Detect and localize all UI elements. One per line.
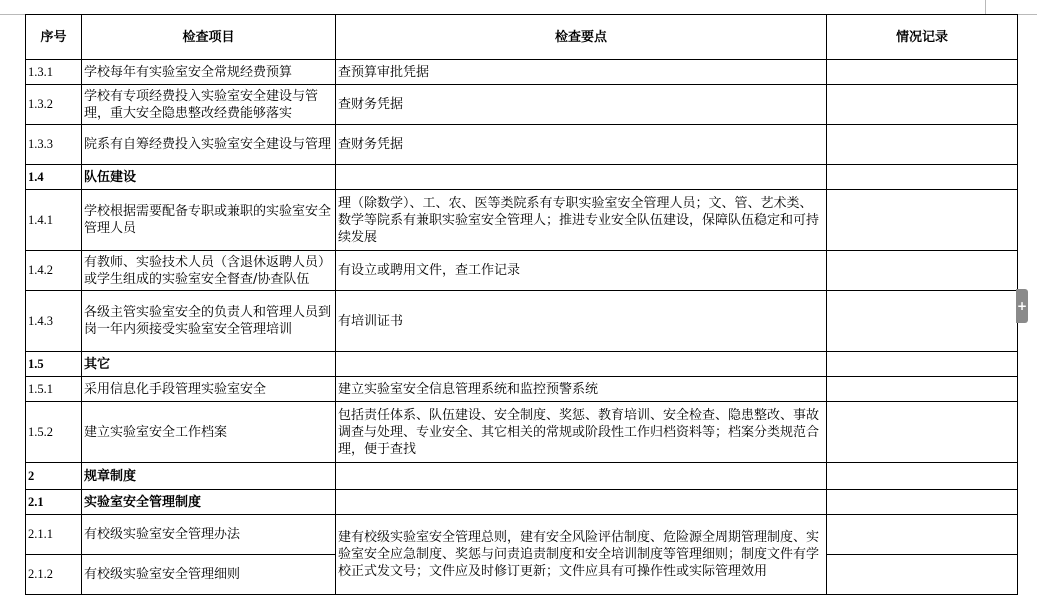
row-points: 查预算审批凭据: [336, 60, 827, 85]
table-row: [26, 402, 1018, 463]
section-points-empty: [336, 490, 827, 515]
section-record-empty: [827, 165, 1018, 190]
row-item: 学校根据需要配备专职或兼职的实验室安全管理人员: [82, 190, 336, 251]
row-item: 采用信息化手段管理实验室安全: [82, 377, 336, 402]
table-row: [26, 85, 1018, 125]
row-number: 1.5.2: [26, 402, 82, 463]
header-points: 检查要点: [336, 15, 827, 60]
section-record-empty: [827, 463, 1018, 490]
row-points: 理（除数学）、工、农、医等类院系有专职实验室安全管理人员；文、管、艺术类、数学等院系有兼职实验室安全管理人；推进专业安全队伍建设，保障队伍稳定和可持续发展: [336, 190, 827, 251]
table-row: [26, 190, 1018, 251]
row-record[interactable]: [827, 377, 1018, 402]
row-number: 1.3.1: [26, 60, 82, 85]
section-title: 实验室安全管理制度: [82, 490, 336, 515]
row-points: 有培训证书: [336, 291, 827, 352]
table-row: [26, 251, 1018, 291]
row-item: 学校每年有实验室安全常规经费预算: [82, 60, 336, 85]
row-number: 1.3.3: [26, 125, 82, 165]
row-item: 建立实验室安全工作档案: [82, 402, 336, 463]
row-item: 院系有自筹经费投入实验室安全建设与管理: [82, 125, 336, 165]
section-record-empty: [827, 490, 1018, 515]
row-item: 有教师、实验技术人员（含退休返聘人员）或学生组成的实验室安全督查/协查队伍: [82, 251, 336, 291]
row-record[interactable]: [827, 291, 1018, 352]
section-row: [26, 165, 1018, 190]
row-record[interactable]: [827, 85, 1018, 125]
row-points: 包括责任体系、队伍建设、安全制度、奖惩、教育培训、安全检查、隐患整改、事故调查与处理、专业安全、其它相关的常规或阶段性工作归档资料等；档案分类规范合理，便于查找: [336, 402, 827, 463]
header-record: 情况记录: [827, 15, 1018, 60]
table-row: [26, 291, 1018, 352]
section-number: 1.4: [26, 165, 82, 190]
row-record[interactable]: [827, 555, 1018, 595]
section-number: 2: [26, 463, 82, 490]
row-points-merged: 建有校级实验室安全管理总则，建有安全风险评估制度、危险源全周期管理制度、实验室安全应急制度、奖惩与问责追责制度和安全培训制度等管理细则；制度文件有学校正式发文号；文件应及时修订更新；文件应具有可操作性或实际管理效用: [336, 515, 827, 595]
section-points-empty: [336, 352, 827, 377]
inspection-table: [25, 14, 1018, 595]
header-row: [26, 15, 1018, 60]
row-record[interactable]: [827, 60, 1018, 85]
row-number: 1.5.1: [26, 377, 82, 402]
row-number: 1.4.2: [26, 251, 82, 291]
crop-mark-right-vertical: [985, 0, 986, 14]
crop-mark-top-right: [1017, 14, 1037, 15]
table-row: [26, 60, 1018, 85]
section-title: 其它: [82, 352, 336, 377]
section-title: 规章制度: [82, 463, 336, 490]
row-number: 1.4.3: [26, 291, 82, 352]
table-row: [26, 515, 1018, 555]
section-row: [26, 490, 1018, 515]
row-number: 2.1.1: [26, 515, 82, 555]
section-number: 2.1: [26, 490, 82, 515]
header-item: 检查项目: [82, 15, 336, 60]
section-points-empty: [336, 463, 827, 490]
section-number: 1.5: [26, 352, 82, 377]
row-number: 1.4.1: [26, 190, 82, 251]
row-item: 学校有专项经费投入实验室安全建设与管理，重大安全隐患整改经费能够落实: [82, 85, 336, 125]
row-item: 有校级实验室安全管理办法: [82, 515, 336, 555]
row-points: 查财务凭据: [336, 85, 827, 125]
row-number: 2.1.2: [26, 555, 82, 595]
inspection-table-wrapper: [25, 14, 1017, 595]
crop-mark-top-left: [0, 14, 25, 15]
table-row: [26, 125, 1018, 165]
row-record[interactable]: [827, 190, 1018, 251]
table-row: [26, 377, 1018, 402]
row-item: 各级主管实验室安全的负责人和管理人员到岗一年内须接受实验室安全管理培训: [82, 291, 336, 352]
row-points: 有设立或聘用文件，查工作记录: [336, 251, 827, 291]
section-row: [26, 463, 1018, 490]
plus-icon: +: [1016, 299, 1028, 313]
row-item: 有校级实验室安全管理细则: [82, 555, 336, 595]
section-title: 队伍建设: [82, 165, 336, 190]
row-record[interactable]: [827, 251, 1018, 291]
header-no: 序号: [26, 15, 82, 60]
expand-tab-button[interactable]: [1016, 289, 1028, 323]
section-points-empty: [336, 165, 827, 190]
row-points: 查财务凭据: [336, 125, 827, 165]
row-record[interactable]: [827, 402, 1018, 463]
section-row: [26, 352, 1018, 377]
row-record[interactable]: [827, 515, 1018, 555]
row-points: 建立实验室安全信息管理系统和监控预警系统: [336, 377, 827, 402]
row-record[interactable]: [827, 125, 1018, 165]
row-number: 1.3.2: [26, 85, 82, 125]
section-record-empty: [827, 352, 1018, 377]
